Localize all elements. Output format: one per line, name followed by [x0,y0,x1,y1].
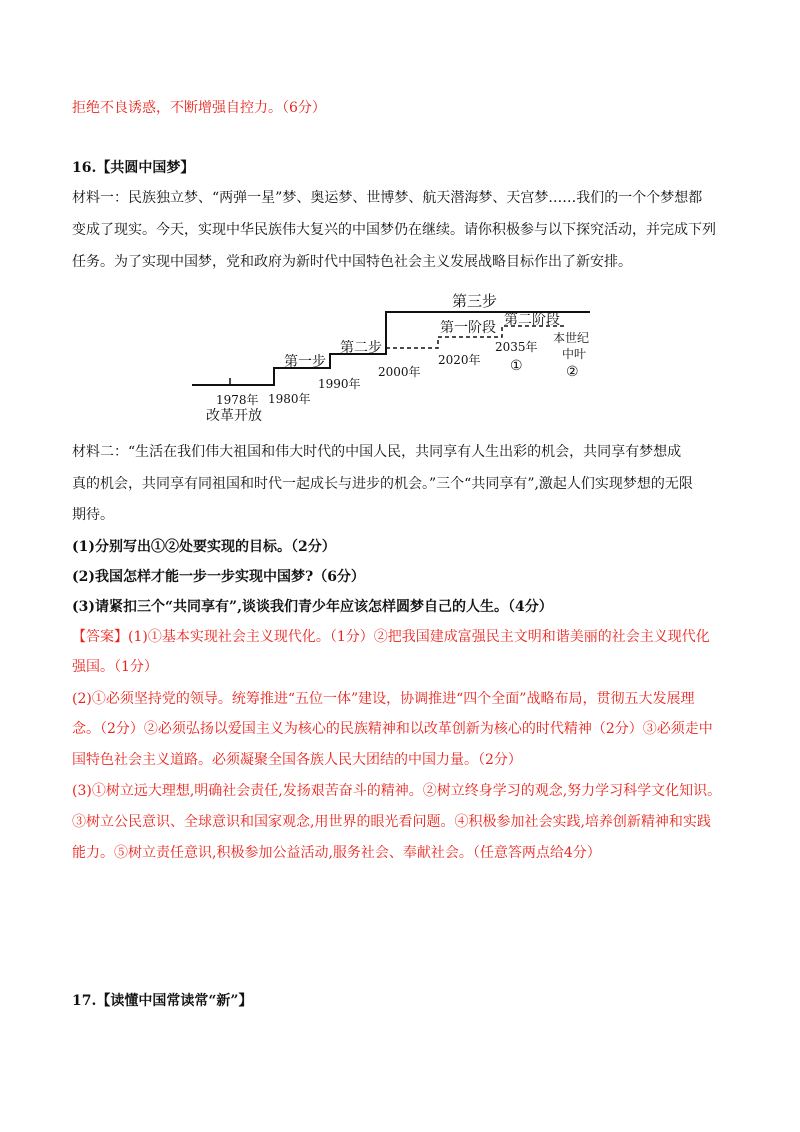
answer-line: 强国。（1分） [72,659,158,675]
development-steps-diagram [190,288,610,428]
label-reform: 改革开放 [206,408,262,424]
label-step1: 第一步 [284,354,326,370]
answer-line: (3)①树立远大理想,明确社会责任,发扬艰苦奋斗的精神。②树立终身学习的观念,努力学习科学文化知识。 [72,783,722,799]
label-2000: 2000年 [378,365,421,379]
material2-line: 材料二：“生活在我们伟大祖国和伟大时代的中国人民，共同享有人生出彩的机会，共同享有梦想成 [72,444,682,460]
answer-line: (2)①必须坚持党的领导。统筹推进“五位一体”建设，协调推进“四个全面”战略布局，贯彻五大发展理 [72,691,695,707]
label-2035: 2035年 [495,340,538,354]
answer-line: 念。（2分）②必须弘扬以爱国主义为核心的民族精神和以改革创新为核心的时代精神（2分）③必须走中 [72,721,713,737]
material2-line: 期待。 [72,507,114,523]
question-17-heading: 17.【读懂中国常读常“新”】 [72,993,253,1009]
question-16-heading: 16.【共圆中国梦】 [72,160,195,176]
previous-answer-line: 拒绝不良诱惑，不断增强自控力。（6分） [72,100,326,116]
material1-line: 任务。为了实现中国梦，党和政府为新时代中国特色社会主义发展战略目标作出了新安排。 [72,254,632,270]
label-1990: 1990年 [318,377,361,391]
material1-line: 变成了现实。今天，实现中华民族伟大复兴的中国梦仍在继续。请你积极参与以下探究活动，并完成下列 [72,222,716,238]
material1-line: 材料一：民族独立梦、“两弹一星”梦、奥运梦、世博梦、航天潜海梦、天宫梦……我们的一个个梦想都 [72,190,703,206]
label-step2: 第二步 [340,340,382,356]
label-century: 本世纪 [553,331,590,345]
label-mid: 中叶 [562,347,587,361]
label-phase1: 第一阶段 [440,320,496,336]
material2-line: 真的机会，共同享有同祖国和时代一起成长与进步的机会。”三个“共同享有”,激起人们实现梦想的无限 [72,476,693,492]
question-3: (3)请紧扣三个“共同享有”,谈谈我们青少年应该怎样圆梦自己的人生。（4分） [72,599,553,615]
question-2: (2)我国怎样才能一步一步实现中国梦?（6分） [72,569,365,585]
answer-line: 【答案】(1)①基本实现社会主义现代化。（1分）②把我国建成富强民主文明和谐美丽的社会主义现代化 [72,629,710,645]
marker-1: ① [510,358,523,374]
label-2020: 2020年 [438,353,481,367]
answer-line: 能力。⑤树立责任意识,积极参加公益活动,服务社会、奉献社会。（任意答两点给4分） [72,845,601,861]
answer-line: ③树立公民意识、全球意识和国家观念,用世界的眼光看问题。④积极参加社会实践,培养创新精神和实践 [72,814,711,830]
answer-line: 国特色社会主义道路。必须凝聚全国各族人民大团结的中国力量。（2分） [72,752,522,768]
question-1: (1)分别写出①②处要实现的目标。（2分） [72,539,336,555]
marker-2: ② [566,364,579,380]
label-step3: 第三步 [452,292,498,310]
label-phase2: 第二阶段 [504,312,560,328]
label-1978: 1978年 [216,393,259,407]
label-1980: 1980年 [268,392,311,406]
